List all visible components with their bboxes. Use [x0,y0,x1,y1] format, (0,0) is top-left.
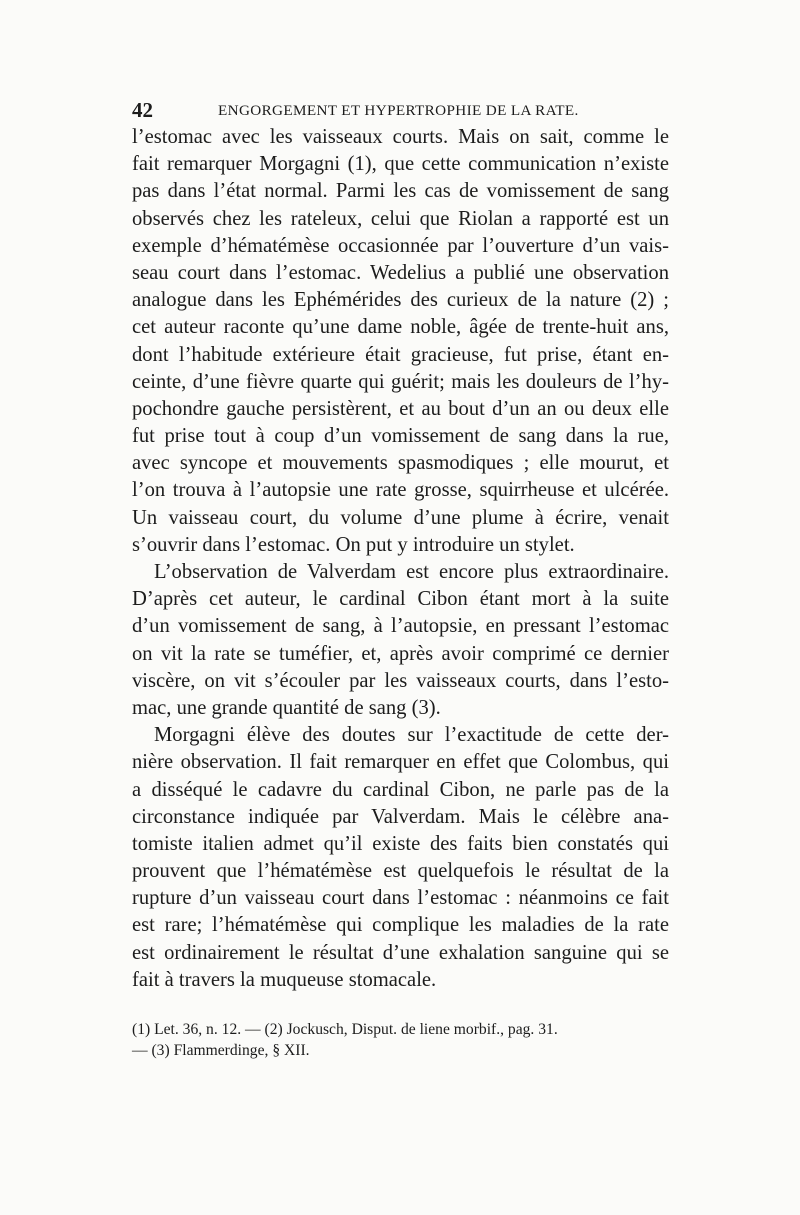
text-line: est ordinairement le résultat d’une exhalation sanguine qui se [132,941,669,964]
text-line: cet auteur raconte qu’une dame noble, âgée de trente-huit ans, [132,316,669,339]
text-line: circonstance indiquée par Valverdam. Mais le célèbre ana- [132,805,669,828]
text-line: pas dans l’état normal. Parmi les cas de vomissement de sang [132,180,669,203]
running-title: ENGORGEMENT ET HYPERTROPHIE DE LA RATE. [218,102,579,119]
text-line: fait à travers la muqueuse stomacale. [132,968,437,991]
text-line: fait remarquer Morgagni (1), que cette communication n’existe [132,153,669,176]
text-line: tomiste italien admet qu’il existe des faits bien constatés qui [132,832,669,855]
paragraph-start-line: L’observation de Valverdam est encore plus extraordinaire. [154,561,669,583]
text-line: a disséqué le cadavre du cardinal Cibon, ne parle pas de la [132,778,669,801]
text-line: nière observation. Il fait remarquer en effet que Colombus, qui [132,751,669,774]
text-line: s’ouvrir dans l’estomac. On put y introduire un stylet. [132,533,575,556]
text-line: d’un vomissement de sang, à l’autopsie, en pressant l’estomac [132,615,669,638]
body-text [132,124,669,994]
footnote-line: (1) Let. 36, n. 12. — (2) Jockusch, Disput. de liene morbif., pag. 31. [132,1021,558,1038]
text-line: dont l’habitude extérieure était gracieuse, fut prise, étant en- [132,343,669,366]
footnote-line: — (3) Flammerdinge, § XII. [132,1042,310,1059]
text-line: ceinte, d’une fièvre quarte qui guérit; mais les douleurs de l’hy- [132,370,669,393]
text-line: l’estomac avec les vaisseaux courts. Mais on sait, comme le [132,126,669,148]
text-line: prouvent que l’hématémèse est quelquefois le résultat de la [132,860,669,883]
text-line: exemple d’hématémèse occasionnée par l’ouverture d’un vais- [132,234,669,257]
text-line: pochondre gauche persistèrent, et au bout d’un an ou deux elle [132,397,669,420]
text-line: analogue dans les Ephémérides des curieux de la nature (2) ; [132,289,669,312]
text-line: mac, une grande quantité de sang (3). [132,696,441,719]
text-line: avec syncope et mouvements spasmodiques ; elle mourut, et [132,452,669,475]
text-line: viscère, on vit s’écouler par les vaisseaux courts, dans l’esto- [132,669,669,692]
text-line: rupture d’un vaisseau court dans l’estomac : néanmoins ce fait [132,887,669,910]
text-line: Un vaisseau court, du volume d’une plume à écrire, venait [132,506,669,529]
text-line: observés chez les rateleux, celui que Riolan a rapporté est un [132,207,669,230]
text-line: seau court dans l’estomac. Wedelius a publié une observation [132,261,669,284]
footnotes [132,1019,677,1061]
text-line: D’après cet auteur, le cardinal Cibon étant mort à la suite [132,588,669,611]
text-line: fut prise tout à coup d’un vomissement de sang dans la rue, [132,425,669,448]
text-line: on vit la rate se tuméfier, et, après avoir comprimé ce dernier [132,642,669,665]
page-number: 42 [132,98,153,122]
text-line: est rare; l’hématémèse qui complique les maladies de la rate [132,914,669,937]
text-line: l’on trouva à l’autopsie une rate grosse, squirrheuse et ulcérée. [132,479,669,502]
paragraph-start-line: Morgagni élève des doutes sur l’exactitude de cette der- [154,724,669,747]
running-head [132,98,672,122]
